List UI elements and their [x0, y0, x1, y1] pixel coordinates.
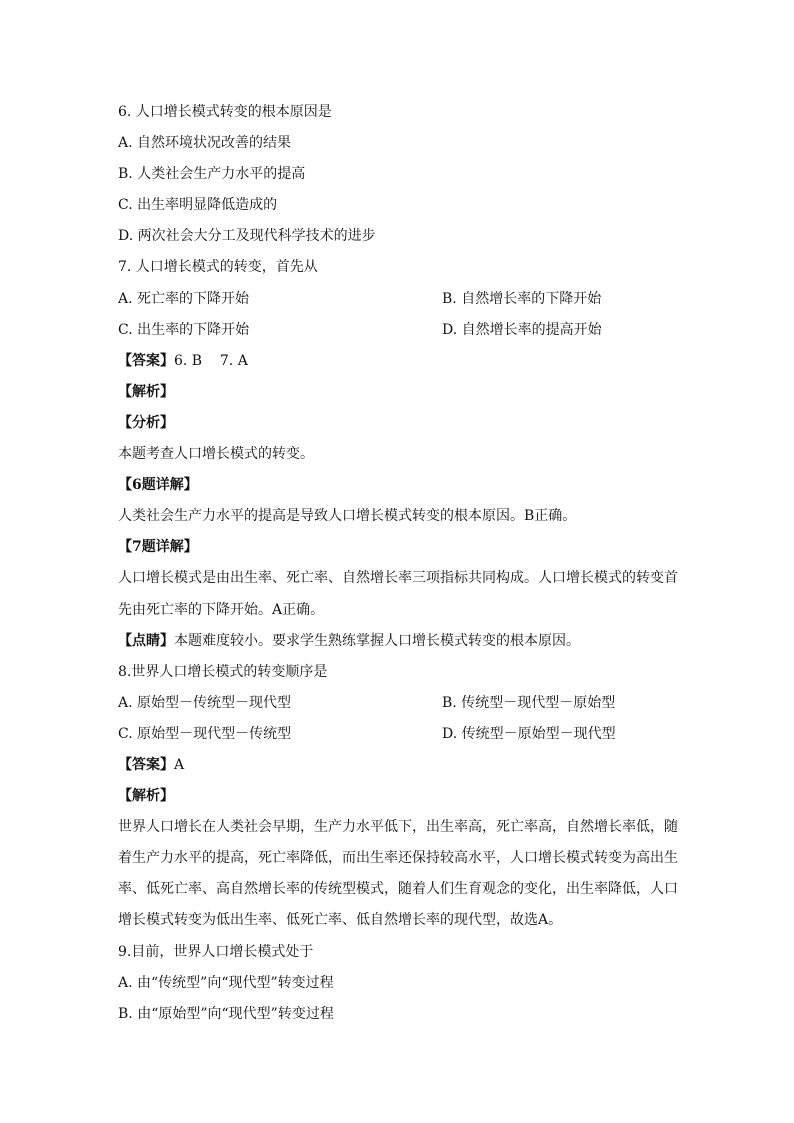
answer-text: 6. B 7. A: [174, 352, 248, 369]
question-8-option-c: C. 原始型－现代型－传统型: [118, 725, 292, 742]
question-6-option-d: D. 两次社会大分工及现代科学技术的进步: [118, 228, 376, 245]
question-8-option-b: B. 传统型－现代型－原始型: [442, 694, 616, 711]
question-9-stem: 9.目前，世界人口增长模式处于: [118, 943, 314, 960]
fenxi-text: 本题考查人口增长模式的转变。: [118, 446, 314, 463]
question-6-option-c: C. 出生率明显降低造成的: [118, 197, 278, 214]
question-8-options-row-1: [118, 688, 678, 719]
analysis-8-text: 世界人口增长在人类社会早期，生产力水平低下，出生率高，死亡率高，自然增长率低，随着生产力水平的提高，死亡率降低，而出生率还保持较高水平，人口增长模式转变为高出生率、低死亡率、高自然增长率的传统型模式，随着人们生育观念的变化，出生率降低，人口增长模式转变为低出生率、低死亡率、低自然增长率的现代型，故选A。: [118, 819, 678, 929]
question-7-option-b: B. 自然增长率的下降开始: [442, 290, 602, 307]
question-7-option-d: D. 自然增长率的提高开始: [442, 321, 602, 338]
question-8-options-row-2: [118, 719, 678, 750]
question-7-option-c: C. 出生率的下降开始: [118, 321, 250, 338]
dianjing-tag: 【点睛】: [118, 632, 174, 649]
question-8-option-a: A. 原始型－传统型－现代型: [118, 694, 292, 711]
question-7-option-a: A. 死亡率的下降开始: [118, 290, 250, 307]
answer-8-text: A: [174, 756, 185, 773]
dianjing-text: 本题难度较小。要求学生熟练掌握人口增长模式转变的根本原因。: [174, 632, 580, 649]
analysis-tag: 【解析】: [118, 383, 174, 400]
question-8-option-d: D. 传统型－原始型－现代型: [442, 725, 616, 742]
question-7-options-row-1: [118, 284, 678, 315]
detail-7-text: 人口增长模式是由出生率、死亡率、自然增长率三项指标共同构成。人口增长模式的转变首先由死亡率的下降开始。A正确。: [118, 570, 678, 618]
detail-7-tag: 【7题详解】: [118, 539, 198, 556]
question-9-option-b: B. 由“原始型”向“现代型”转变过程: [118, 1005, 334, 1022]
question-7-stem: 7. 人口增长模式的转变，首先从: [118, 259, 318, 276]
document-page: [118, 97, 678, 1030]
answer-8-tag: 【答案】: [118, 756, 174, 773]
question-6-stem: 6. 人口增长模式转变的根本原因是: [118, 104, 332, 120]
answer-8: [118, 750, 678, 781]
detail-6-tag: 【6题详解】: [118, 477, 198, 494]
question-6-option-b: B. 人类社会生产力水平的提高: [118, 166, 306, 183]
question-6-option-a: A. 自然环境状况改善的结果: [118, 135, 292, 152]
analysis-8-tag: 【解析】: [118, 788, 174, 805]
fenxi-tag: 【分析】: [118, 414, 174, 431]
question-9-option-a: A. 由“传统型”向“现代型”转变过程: [118, 974, 334, 991]
detail-6-text: 人类社会生产力水平的提高是导致人口增长模式转变的根本原因。B正确。: [118, 508, 577, 525]
question-7-options-row-2: [118, 315, 678, 346]
answer-6-7: [118, 346, 678, 377]
question-8-stem: 8.世界人口增长模式的转变顺序是: [118, 663, 328, 680]
answer-tag: 【答案】: [118, 352, 174, 369]
dianjing: [118, 626, 678, 657]
